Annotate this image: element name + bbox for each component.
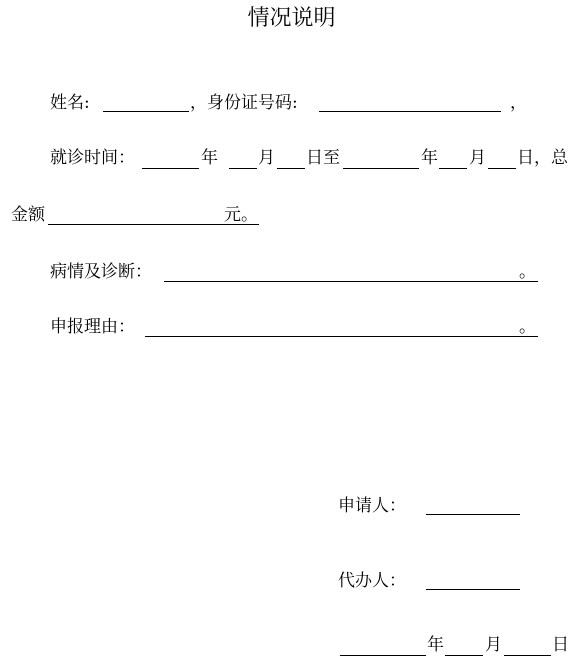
diagnosis-label: 病情及诊断：	[50, 262, 152, 282]
applicant-blank	[426, 514, 520, 515]
reason-blank	[145, 336, 538, 337]
end-day-blank	[488, 168, 516, 169]
amount-label: 金额	[11, 205, 45, 225]
end-month-blank	[439, 168, 467, 169]
reason-label: 申报理由：	[50, 317, 135, 337]
diagnosis-end: 。	[519, 262, 536, 282]
start-month-label: 月	[258, 148, 275, 168]
id-number-blank	[319, 111, 501, 112]
start-day-blank	[277, 168, 305, 169]
comma: ，	[510, 93, 527, 113]
applicant-label: 申请人：	[338, 496, 406, 516]
agent-blank	[426, 589, 520, 590]
start-day-to-label: 日至	[306, 148, 340, 168]
end-year-label: 年	[421, 148, 438, 168]
sign-day-label: 日	[552, 635, 569, 655]
start-year-blank	[142, 168, 199, 169]
reason-end: 。	[519, 317, 536, 337]
sign-month-blank	[445, 655, 483, 656]
end-month-label: 月	[469, 148, 486, 168]
start-month-blank	[229, 168, 257, 169]
sign-year-label: 年	[427, 635, 444, 655]
sign-day-blank	[504, 655, 551, 656]
agent-label: 代办人：	[338, 571, 406, 591]
start-year-label: 年	[201, 148, 218, 168]
page-title: 情况说明	[247, 6, 336, 31]
sign-year-blank	[340, 655, 426, 656]
end-year-blank	[343, 168, 419, 169]
yuan-label: 元。	[224, 205, 258, 225]
visit-time-label: 就诊时间：	[50, 148, 135, 168]
id-number-label: ，身份证号码:	[190, 93, 298, 113]
diagnosis-blank	[164, 281, 538, 282]
name-label: 姓名:	[50, 93, 90, 113]
end-day-total-label: 日，总	[517, 148, 568, 168]
sign-month-label: 月	[485, 635, 502, 655]
name-blank	[103, 111, 189, 112]
